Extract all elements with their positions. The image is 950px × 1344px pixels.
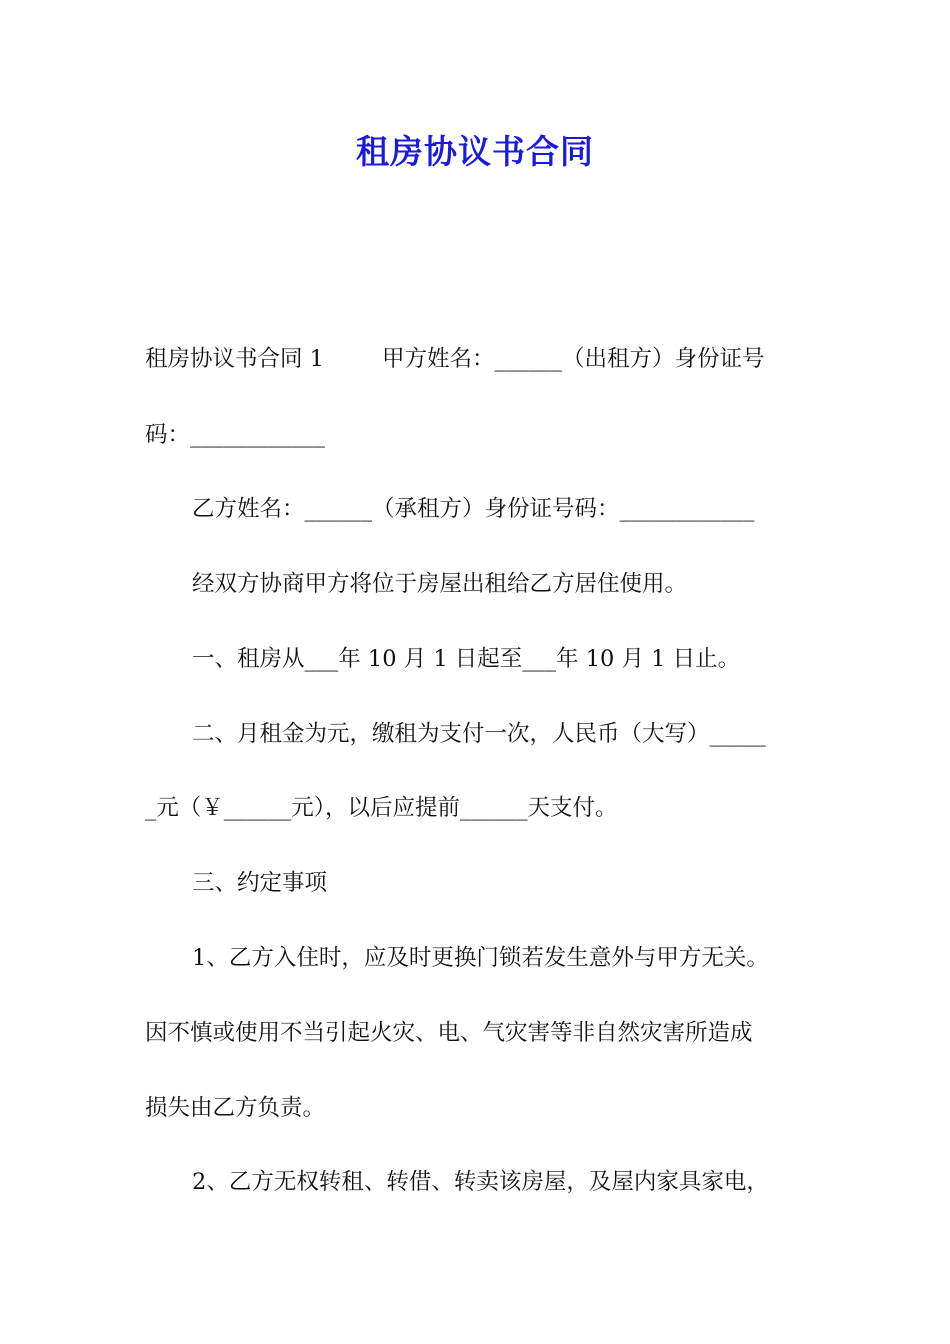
paragraph-line-3: 乙方姓名：______（承租方）身份证号码：____________ — [192, 496, 755, 522]
paragraph-line-1 — [145, 344, 810, 374]
paragraph-line-9: 1、乙方入住时，应及时更换门锁若发生意外与甲方无关。 — [192, 945, 769, 971]
paragraph-line-6: 二、月租金为元，缴租为支付一次，人民币（大写）_____ — [192, 721, 766, 747]
paragraph-line-4: 经双方协商甲方将位于房屋出租给乙方居住使用。 — [192, 571, 688, 597]
document-title: 租房协议书合同 — [356, 132, 594, 171]
paragraph-line-11: 损失由乙方负责。 — [145, 1095, 326, 1121]
paragraph-line-2: 码：____________ — [145, 422, 326, 448]
paragraph-line-7: _元（￥______元），以后应提前______天支付。 — [145, 795, 618, 821]
paragraph-line-10: 因不慎或使用不当引起火灾、电、气灾害等非自然灾害所造成 — [145, 1020, 753, 1046]
paragraph-line-5: 一、租房从___年 10 月 1 日起至___年 10 月 1 日止。 — [192, 646, 741, 672]
contract-heading: 租房协议书合同 1 — [145, 346, 324, 372]
paragraph-line-12: 2、乙方无权转租、转借、转卖该房屋，及屋内家具家电， — [192, 1169, 769, 1195]
party-a-name-text: 甲方姓名：______（出租方）身份证号 — [381, 346, 765, 372]
paragraph-line-8: 三、约定事项 — [192, 870, 328, 896]
